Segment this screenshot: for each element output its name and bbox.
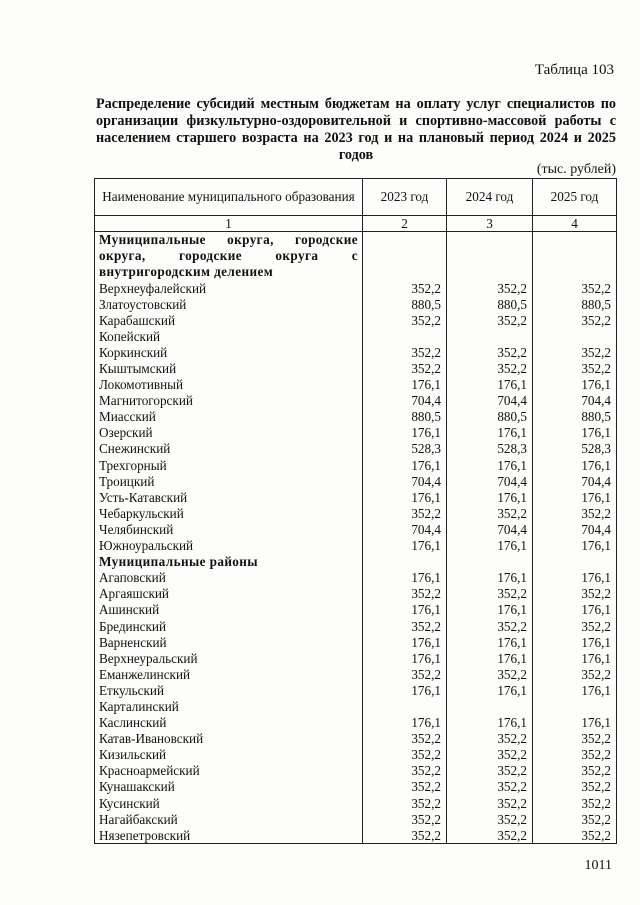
value-2025: 352,2 [533, 505, 617, 521]
value-2023: 352,2 [363, 344, 447, 360]
value-2023: 352,2 [363, 666, 447, 682]
value-2025: 176,1 [533, 602, 617, 618]
value-2023: 352,2 [363, 505, 447, 521]
value-2023: 880,5 [363, 409, 447, 425]
value-2023: 704,4 [363, 521, 447, 537]
value-2024: 176,1 [447, 602, 533, 618]
value-2024: 352,2 [447, 505, 533, 521]
municipality-name: Кунашакский [95, 779, 363, 795]
value-2024: 176,1 [447, 650, 533, 666]
table-row [95, 682, 617, 698]
value-2025: 352,2 [533, 779, 617, 795]
table-row [95, 747, 617, 763]
municipality-name: Катав-Ивановский [95, 731, 363, 747]
units-label: (тыс. рублей) [536, 162, 616, 177]
value-2024: 176,1 [447, 377, 533, 393]
value-2023: 352,2 [363, 731, 447, 747]
value-2023: 176,1 [363, 715, 447, 731]
column-number-row [95, 216, 617, 232]
value-2023: 176,1 [363, 602, 447, 618]
value-2024: 352,2 [447, 827, 533, 844]
value-2024: 352,2 [447, 731, 533, 747]
table-row [95, 602, 617, 618]
municipality-name: Карталинский [95, 698, 363, 714]
value-2025 [533, 232, 617, 281]
table-row [95, 779, 617, 795]
table-row [95, 763, 617, 779]
municipality-name: Кыштымский [95, 360, 363, 376]
table-row [95, 393, 617, 409]
value-2025: 352,2 [533, 618, 617, 634]
value-2025: 352,2 [533, 731, 617, 747]
table-row [95, 489, 617, 505]
municipality-name: Верхнеуральский [95, 650, 363, 666]
value-2025 [533, 328, 617, 344]
municipality-name: Троицкий [95, 473, 363, 489]
municipality-name: Верхнеуфалейский [95, 280, 363, 296]
value-2024: 352,2 [447, 280, 533, 296]
value-2024: 352,2 [447, 360, 533, 376]
value-2024: 352,2 [447, 666, 533, 682]
section-row [95, 554, 617, 570]
value-2024 [447, 328, 533, 344]
municipality-name: Локомотивный [95, 377, 363, 393]
value-2023: 352,2 [363, 779, 447, 795]
municipality-name: Нязепетровский [95, 827, 363, 844]
municipality-name: Агаповский [95, 570, 363, 586]
table-row [95, 827, 617, 844]
municipality-name: Челябинский [95, 521, 363, 537]
municipality-name: Брединский [95, 618, 363, 634]
value-2025: 352,2 [533, 280, 617, 296]
value-2024: 352,2 [447, 586, 533, 602]
value-2025: 704,4 [533, 473, 617, 489]
value-2023 [363, 554, 447, 570]
value-2024: 352,2 [447, 312, 533, 328]
value-2023: 352,2 [363, 763, 447, 779]
table-row [95, 650, 617, 666]
value-2023: 176,1 [363, 682, 447, 698]
value-2025: 352,2 [533, 312, 617, 328]
value-2025: 880,5 [533, 296, 617, 312]
value-2024: 352,2 [447, 747, 533, 763]
municipality-name: Магнитогорский [95, 393, 363, 409]
table-row [95, 296, 617, 312]
municipality-name: Трехгорный [95, 457, 363, 473]
table-row [95, 634, 617, 650]
table-row [95, 312, 617, 328]
municipality-name: Миасский [95, 409, 363, 425]
value-2024: 176,1 [447, 425, 533, 441]
municipality-name: Коркинский [95, 344, 363, 360]
value-2023: 528,3 [363, 441, 447, 457]
value-2025: 176,1 [533, 377, 617, 393]
value-2023: 704,4 [363, 473, 447, 489]
header-row [95, 179, 617, 216]
value-2025: 176,1 [533, 457, 617, 473]
table-row [95, 618, 617, 634]
table-row [95, 586, 617, 602]
value-2023: 704,4 [363, 393, 447, 409]
value-2023: 880,5 [363, 296, 447, 312]
municipality-name: Каслинский [95, 715, 363, 731]
header-municipality: Наименование муниципального образования [95, 179, 363, 216]
municipality-name: Кусинский [95, 795, 363, 811]
value-2024: 176,1 [447, 538, 533, 554]
section-row [95, 232, 617, 281]
value-2023: 352,2 [363, 618, 447, 634]
col-number: 2 [363, 216, 447, 232]
value-2025: 176,1 [533, 425, 617, 441]
table-row [95, 521, 617, 537]
table-label: Таблица 103 [534, 62, 614, 78]
header-2025: 2025 год [533, 179, 617, 216]
value-2023: 352,2 [363, 747, 447, 763]
section-heading: Муниципальные округа, городские округа, городские округа с внутригородским делением [95, 232, 363, 281]
table-row [95, 505, 617, 521]
col-number: 4 [533, 216, 617, 232]
municipality-name: Варненский [95, 634, 363, 650]
table-row [95, 280, 617, 296]
value-2024: 352,2 [447, 779, 533, 795]
table-row [95, 360, 617, 376]
municipality-name: Южноуральский [95, 538, 363, 554]
subsidy-table [94, 178, 617, 844]
value-2023: 176,1 [363, 538, 447, 554]
value-2023: 176,1 [363, 425, 447, 441]
value-2024: 880,5 [447, 409, 533, 425]
value-2023 [363, 698, 447, 714]
value-2025: 176,1 [533, 715, 617, 731]
value-2025: 528,3 [533, 441, 617, 457]
value-2025: 704,4 [533, 393, 617, 409]
municipality-name: Карабашский [95, 312, 363, 328]
value-2023: 176,1 [363, 457, 447, 473]
value-2025: 880,5 [533, 409, 617, 425]
value-2025: 704,4 [533, 521, 617, 537]
col-number: 1 [95, 216, 363, 232]
col-number: 3 [447, 216, 533, 232]
table-row [95, 731, 617, 747]
municipality-name: Усть-Катавский [95, 489, 363, 505]
municipality-name: Чебаркульский [95, 505, 363, 521]
value-2024: 176,1 [447, 682, 533, 698]
table-row [95, 570, 617, 586]
table-row [95, 425, 617, 441]
value-2025: 352,2 [533, 586, 617, 602]
value-2024: 176,1 [447, 457, 533, 473]
value-2024: 352,2 [447, 618, 533, 634]
table-title: Распределение субсидий местным бюджетам на оплату услуг специалистов по организации физкультурно-оздоровительной и спортивно-массовой работы с населением старшего возраста на 2023 год и на плановый период 2024 и 2025 годов [96, 96, 616, 163]
value-2024: 704,4 [447, 521, 533, 537]
value-2024: 704,4 [447, 393, 533, 409]
value-2025: 176,1 [533, 570, 617, 586]
page-number: 1011 [584, 858, 612, 873]
table-body [95, 232, 617, 844]
municipality-name: Копейский [95, 328, 363, 344]
header-2023: 2023 год [363, 179, 447, 216]
municipality-name: Снежинский [95, 441, 363, 457]
table-row [95, 344, 617, 360]
value-2023: 352,2 [363, 811, 447, 827]
municipality-name: Нагайбакский [95, 811, 363, 827]
municipality-name: Златоустовский [95, 296, 363, 312]
value-2024: 352,2 [447, 795, 533, 811]
value-2025: 352,2 [533, 827, 617, 844]
value-2024: 352,2 [447, 344, 533, 360]
table-row [95, 795, 617, 811]
table-row [95, 409, 617, 425]
table-row [95, 441, 617, 457]
value-2024 [447, 232, 533, 281]
value-2023 [363, 232, 447, 281]
value-2025: 352,2 [533, 360, 617, 376]
table-row [95, 715, 617, 731]
value-2024: 352,2 [447, 763, 533, 779]
value-2025: 176,1 [533, 634, 617, 650]
value-2025: 352,2 [533, 747, 617, 763]
value-2024 [447, 698, 533, 714]
value-2024: 176,1 [447, 489, 533, 505]
value-2024: 880,5 [447, 296, 533, 312]
table-row [95, 666, 617, 682]
value-2025: 352,2 [533, 763, 617, 779]
table-row [95, 377, 617, 393]
value-2024 [447, 554, 533, 570]
value-2025: 176,1 [533, 538, 617, 554]
value-2025: 176,1 [533, 682, 617, 698]
value-2024: 528,3 [447, 441, 533, 457]
municipality-name: Еткульский [95, 682, 363, 698]
header-2024: 2024 год [447, 179, 533, 216]
value-2023 [363, 328, 447, 344]
value-2025: 352,2 [533, 795, 617, 811]
value-2025: 176,1 [533, 650, 617, 666]
municipality-name: Кизильский [95, 747, 363, 763]
municipality-name: Еманжелинский [95, 666, 363, 682]
table-row [95, 698, 617, 714]
value-2024: 176,1 [447, 715, 533, 731]
table-row [95, 811, 617, 827]
value-2023: 352,2 [363, 280, 447, 296]
value-2023: 176,1 [363, 377, 447, 393]
value-2025: 352,2 [533, 344, 617, 360]
value-2023: 176,1 [363, 570, 447, 586]
municipality-name: Красноармейский [95, 763, 363, 779]
value-2024: 704,4 [447, 473, 533, 489]
value-2023: 176,1 [363, 634, 447, 650]
value-2023: 352,2 [363, 827, 447, 844]
table-row [95, 328, 617, 344]
municipality-name: Озерский [95, 425, 363, 441]
municipality-name: Аргаяшский [95, 586, 363, 602]
municipality-name: Ашинский [95, 602, 363, 618]
value-2024: 176,1 [447, 570, 533, 586]
table-row [95, 538, 617, 554]
value-2025: 176,1 [533, 489, 617, 505]
value-2023: 352,2 [363, 360, 447, 376]
value-2025: 352,2 [533, 666, 617, 682]
value-2025 [533, 698, 617, 714]
value-2023: 176,1 [363, 650, 447, 666]
section-heading: Муниципальные районы [95, 554, 363, 570]
table-row [95, 473, 617, 489]
value-2023: 352,2 [363, 586, 447, 602]
value-2024: 176,1 [447, 634, 533, 650]
value-2023: 352,2 [363, 795, 447, 811]
value-2025: 352,2 [533, 811, 617, 827]
value-2024: 352,2 [447, 811, 533, 827]
value-2023: 176,1 [363, 489, 447, 505]
value-2023: 352,2 [363, 312, 447, 328]
value-2025 [533, 554, 617, 570]
table-row [95, 457, 617, 473]
